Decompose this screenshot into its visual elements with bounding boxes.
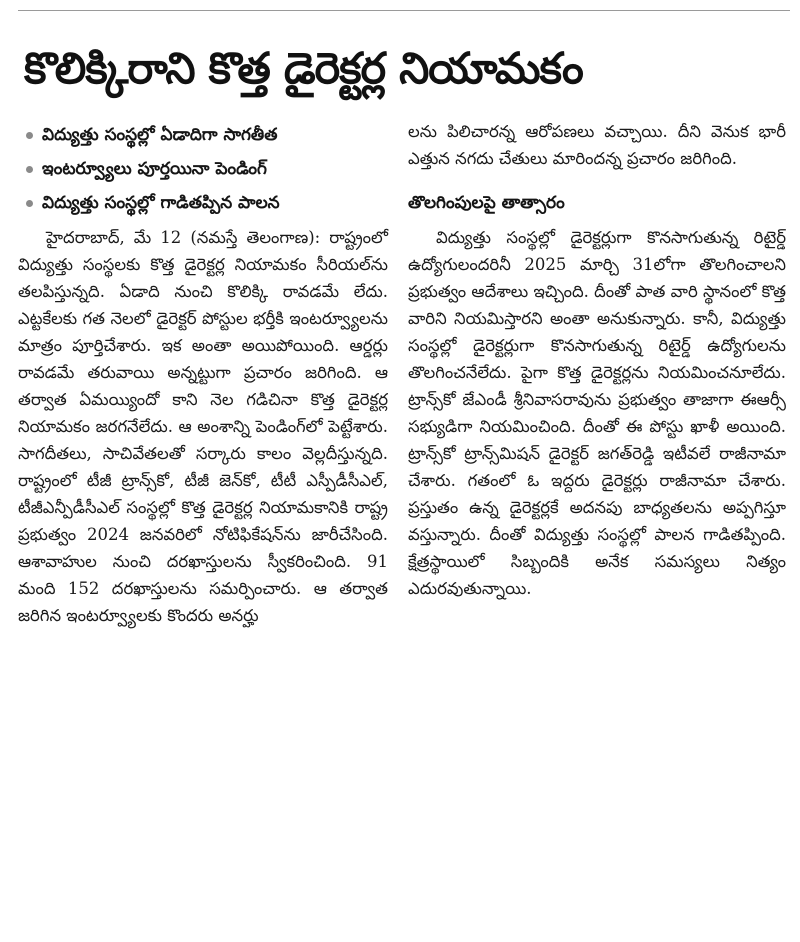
bullet-dot-icon	[26, 200, 33, 207]
highlight-bullet-3	[18, 186, 388, 220]
left-column	[18, 118, 388, 629]
article-body-right: విద్యుత్తు సంస్థల్లో డైరెక్టర్లుగా కొనసాగుతున్న రిటైర్డ్ ఉద్యోగులందరినీ 2025 మార్చి 31లోగా తొలగించాలని ప్రభుత్వం ఆదేశాలు ఇచ్చింది. దీంతో పాత వారి స్థానంలో కొత్త వారిని నియమిస్తారని అంతా అనుకున్నారు. కానీ, విద్యుత్తు సంస్థల్లో డైరెక్టర్లుగా కొనసాగుతున్న రిటైర్డ్ ఉద్యోగులను తొలగించనేలేదు. పైగా కొత్త డైరెక్టర్లను నియమించనూలేదు. ట్రాన్స్‌కో జేఎండీ శ్రీనివాసరావును ప్రభుత్వం తాజాగా ఈఆర్సీ సభ్యుడిగా నియమించింది. దీంతో ఈ పోస్టు ఖాళీ అయింది. ట్రాన్స్‌కో ట్రాన్స్‌మిషన్ డైరెక్టర్ జగత్‌రెడ్డి ఇటీవలే రాజీనామా చేశారు. గతంలో ఓ ఇద్దరు డైరెక్టర్లు రాజీనామా చేశారు. ప్రస్తుతం ఉన్న డైరెక్టర్లకే అదనపు బాధ్యతలను అప్పగిస్తూ వస్తున్నారు. దీంతో విద్యుత్తు సంస్థల్లో పాలన గాడితప్పింది. క్షేత్రస్థాయిలో సిబ్బందికి అనేక సమస్యలు నిత్యం ఎదురవుతున్నాయి.	[408, 228, 786, 598]
highlight-bullet-1	[18, 118, 388, 152]
article-headline: కొలిక్కిరాని కొత్త డైరెక్టర్ల నియామకం	[24, 44, 583, 94]
highlight-bullet-2	[18, 152, 388, 186]
highlight-bullets	[18, 118, 388, 220]
section-subheading: తొలగింపులపై తాత్సారం	[408, 193, 565, 213]
bullet-dot-icon	[26, 166, 33, 173]
right-column	[408, 118, 786, 602]
article-body-continued: లను పిలిచారన్న ఆరోపణలు వచ్చాయి. దీని వెనుక భారీ ఎత్తున నగదు చేతులు మారిందన్న ప్రచారం జరిగింది.	[408, 122, 786, 168]
bullet-dot-icon	[26, 132, 33, 139]
highlight-text-1: విద్యుత్తు సంస్థల్లో ఏడాదిగా సాగతీత	[42, 125, 278, 145]
top-divider	[18, 10, 790, 11]
highlight-text-2: ఇంటర్వ్యూలు పూర్తయినా పెండింగ్	[42, 159, 267, 179]
highlight-text-3: విద్యుత్తు సంస్థల్లో గాడితప్పిన పాలన	[42, 193, 280, 213]
article-body-left: హైదరాబాద్, మే 12 (నమస్తే తెలంగాణ): రాష్ట్రంలో విద్యుత్తు సంస్థలకు కొత్త డైరెక్టర్ల నియామకం సీరియల్‌ను తలపిస్తున్నది. ఏడాది నుంచి కొలిక్కి రావడమే లేదు. ఎట్టకేలకు గత నెలలో డైరెక్టర్ పోస్టుల భర్తీకి ఇంటర్వ్యూలను మాత్రం పూర్తిచేశారు. ఇక అంతా అయిపోయింది. ఆర్డర్లు రావడమే తరువాయి అన్నట్టుగా ప్రచారం జరిగింది. ఆ తర్వాత ఏమయ్యిందో కాని నెల గడిచినా కొత్త డైరెక్టర్ల నియామకం జరగనేలేదు. ఆ అంశాన్ని పెండింగ్‌లో పెట్టేశారు. సాగదీతలు, సాచివేతలతో సర్కారు కాలం వెల్లదీస్తున్నది. రాష్ట్రంలో టీజీ ట్రాన్స్‌కో, టీజీ జెన్‌కో, టీటీ ఎస్పీడీసీఎల్, టీజీఎన్పీడీసీఎల్ సంస్థల్లో కొత్త డైరెక్టర్ల నియామకానికి రాష్ట్ర ప్రభుత్వం 2024 జనవరిలో నోటిఫికేషన్‌ను జారీచేసింది. ఆశావాహుల నుంచి దరఖాస్తులను స్వీకరించింది. 91 మంది 152 దరఖాస్తులను సమర్పించారు. ఆ తర్వాత జరిగిన ఇంటర్వ్యూలకు కొందరు అనర్హు	[18, 228, 388, 625]
